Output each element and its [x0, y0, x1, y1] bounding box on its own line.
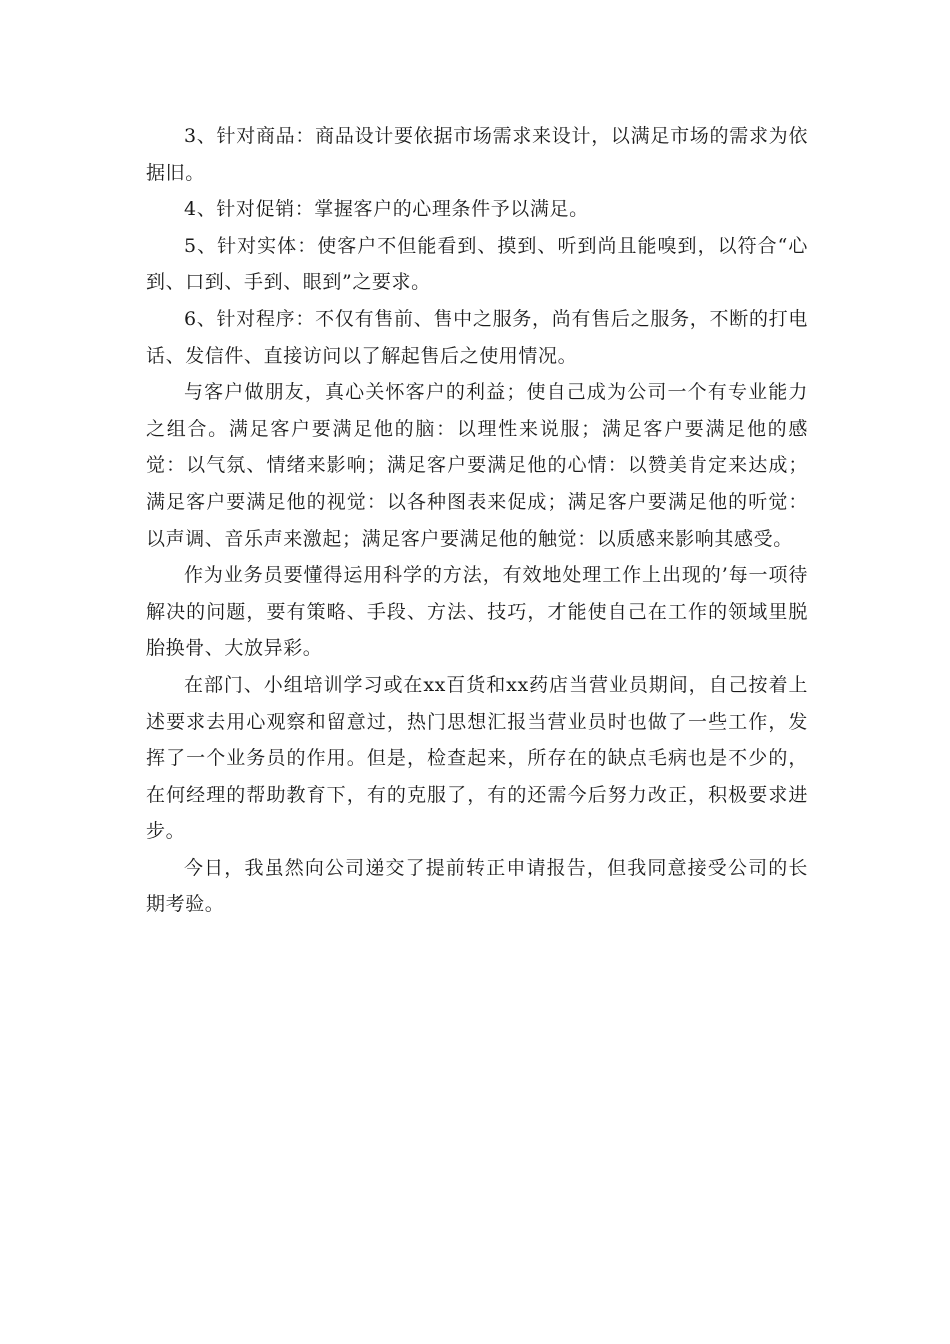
- paragraph-product: 3、针对商品：商品设计要依据市场需求来设计，以满足市场的需求为依据旧。: [146, 125, 808, 184]
- paragraph-conclusion: 今日，我虽然向公司递交了提前转正申请报告，但我同意接受公司的长期考验。: [146, 856, 808, 916]
- paragraph-procedure: 6、针对程序：不仅有售前、售中之服务，尚有售后之服务，不断的打电话、发信件、直接访问以了解起售后之使用情况。: [146, 307, 808, 367]
- paragraph-promotion: 4、针对促销：掌握客户的心理条件予以满足。: [184, 198, 589, 221]
- paragraph-work-review: 在部门、小组培训学习或在xx百货和xx药店当营业员期间，自己按着上述要求去用心观察和留意过，热门思想汇报当营业员时也做了一些工作，发挥了一个业务员的作用。但是，检查起来，所存在的缺点毛病也是不少的，在何经理的帮助教育下，有的克服了，有的还需今后努力改正，积极要求进步。: [146, 673, 808, 843]
- paragraph-scientific-method: 作为业务员要懂得运用科学的方法，有效地处理工作上出现的’每一项待解决的问题，要有策略、手段、方法、技巧，才能使自己在工作的领域里脱胎换骨、大放异彩。: [146, 564, 808, 660]
- document-body: [146, 118, 808, 923]
- paragraph-entity: 5、针对实体：使客户不但能看到、摸到、听到尚且能嗅到，以符合“心到、口到、手到、眼到”之要求。: [146, 234, 808, 294]
- paragraph-customer-friends: 与客户做朋友，真心关怀客户的利益；使自己成为公司一个有专业能力之组合。满足客户要满足他的脑：以理性来说服；满足客户要满足他的感觉：以气氛、情绪来影响；满足客户要满足他的心情：以赞美肯定来达成；满足客户要满足他的视觉：以各种图表来促成；满足客户要满足他的听觉：以声调、音乐声来激起；满足客户要满足他的触觉：以质感来影响其感受。: [146, 381, 808, 550]
